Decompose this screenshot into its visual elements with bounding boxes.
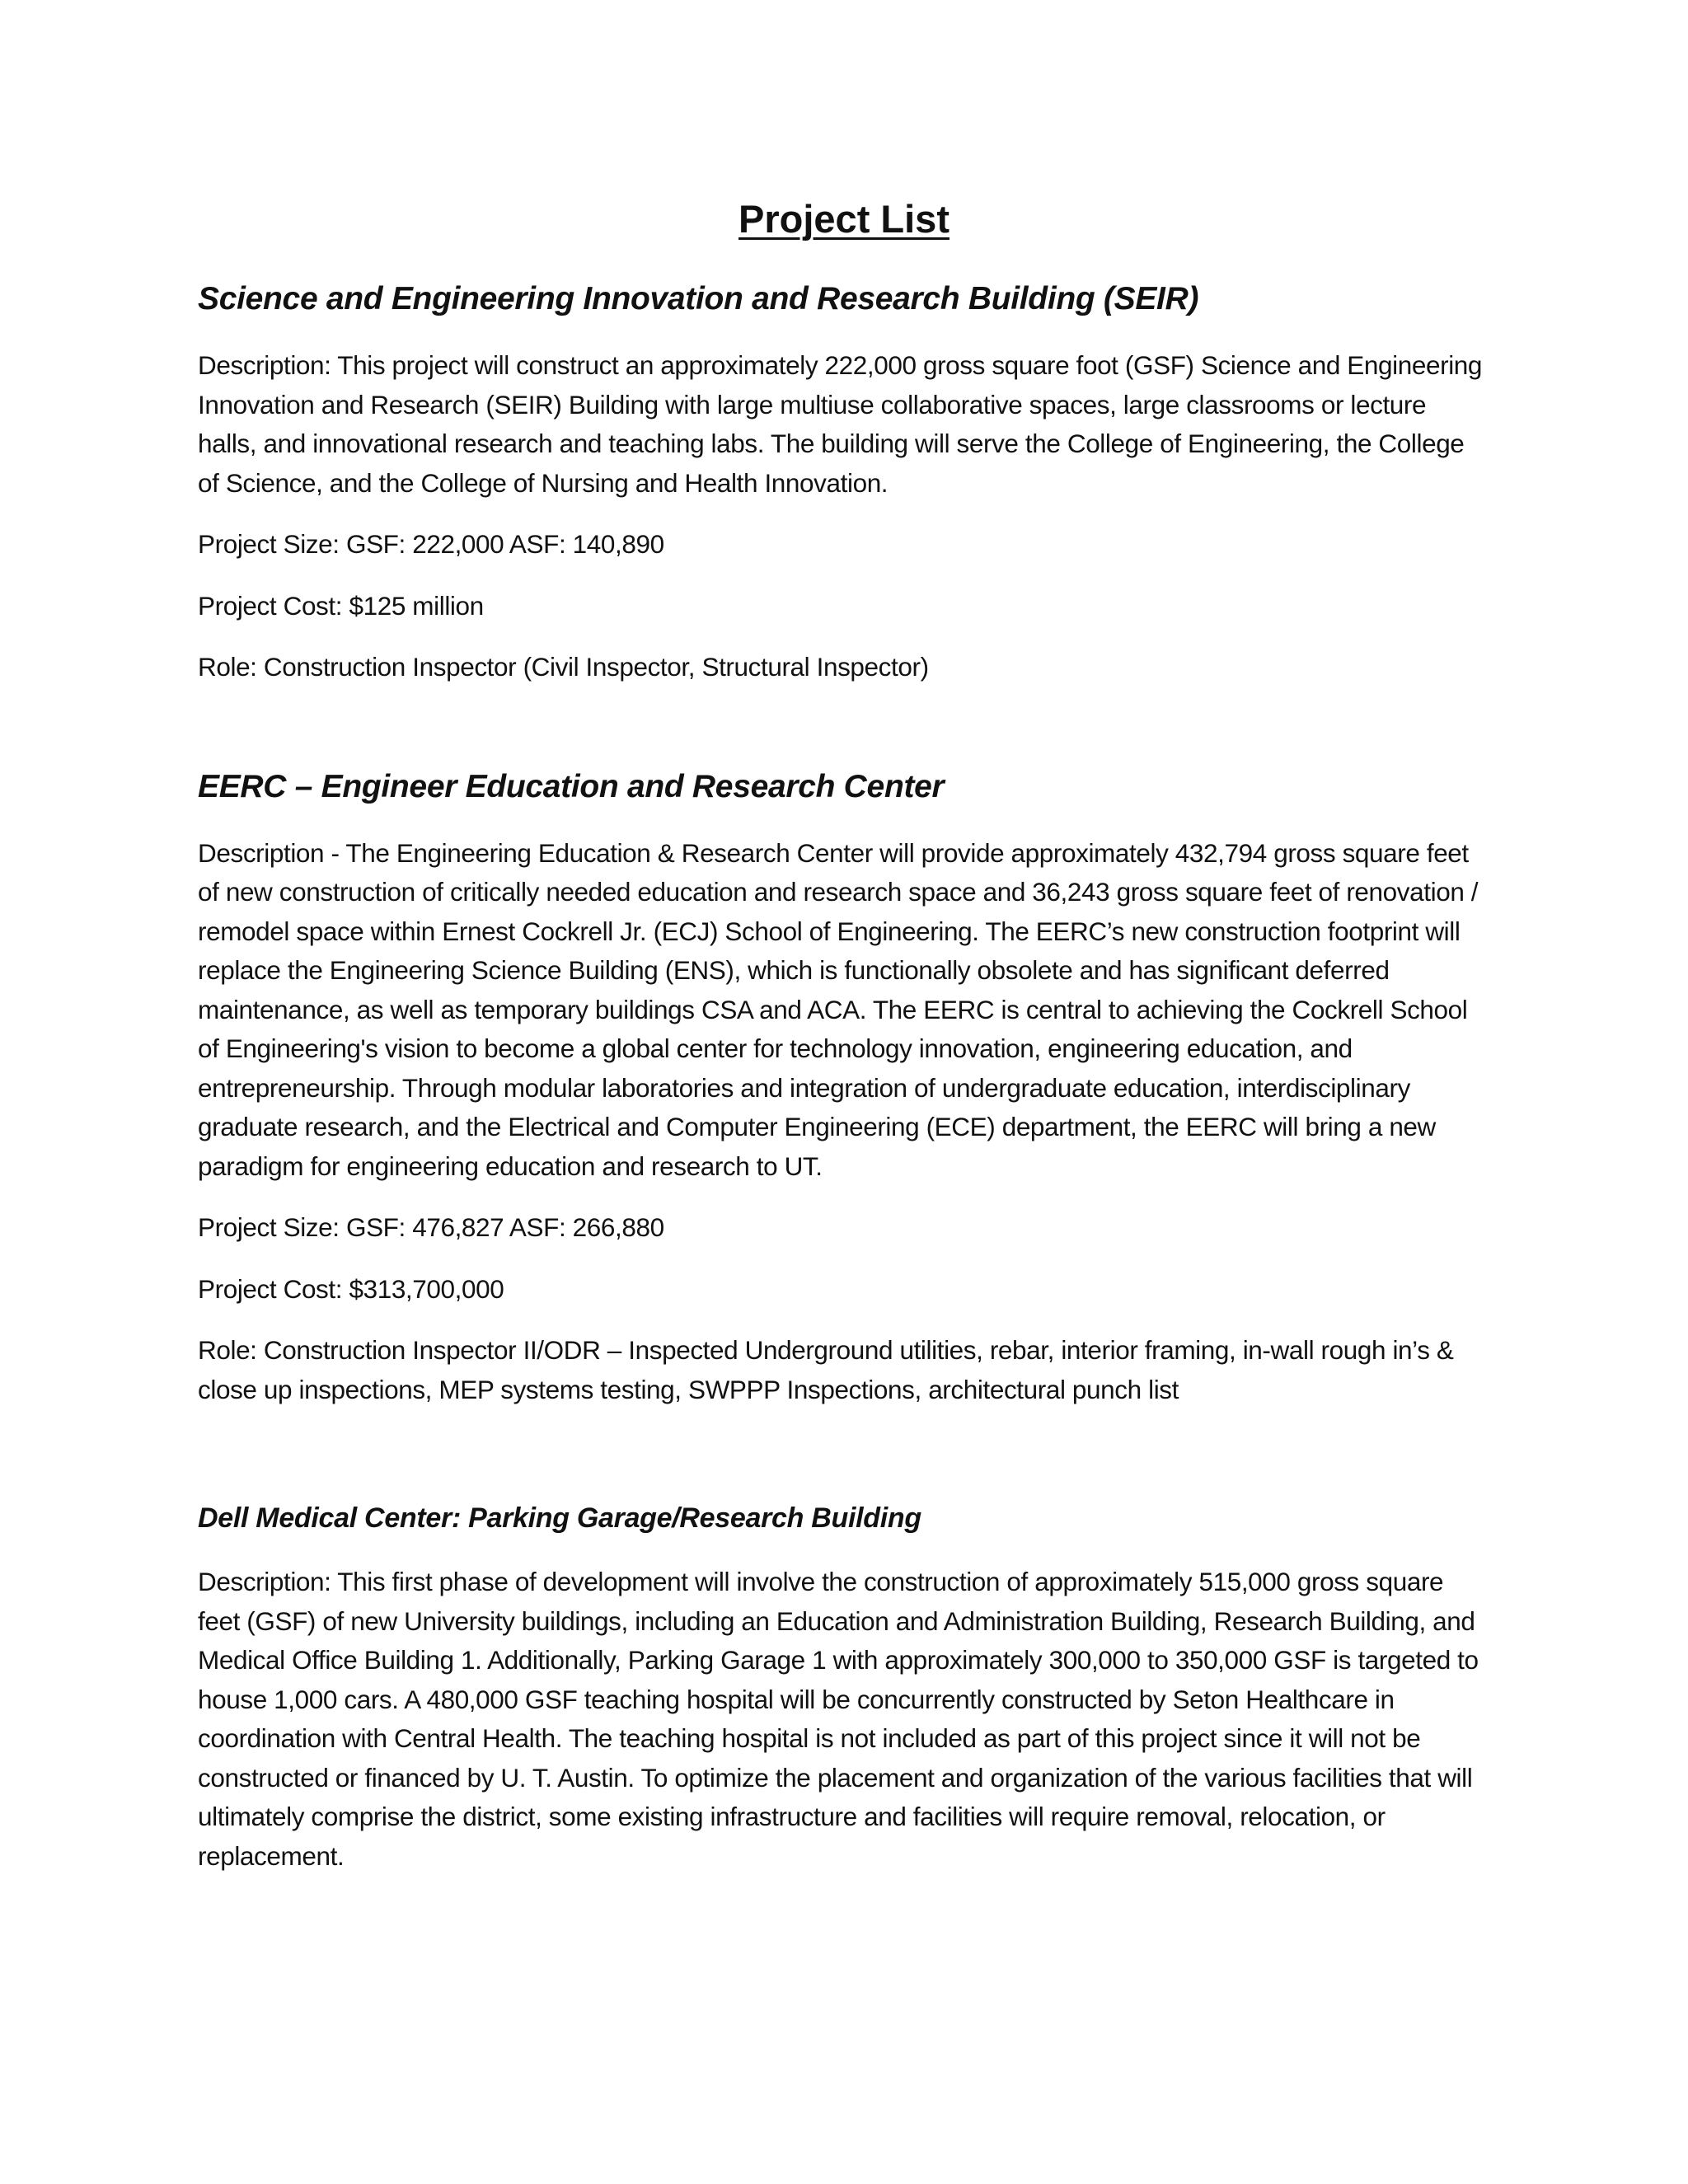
project-description: Description: This first phase of development will involve the construction of approximately 515,000 gross square feet (GSF) of new University buildings, including an Education and Administration Building, Research Building, and Medical Office Building 1. Additionally, Parking Garage 1 with approximately 300,000 to 350,000 GSF is targeted to house 1,000 cars. A 480,000 GSF teaching hospital will be concurrently constructed by Seton Healthcare in coordination with Central Health. The teaching hospital is not included as part of this project since it will not be constructed or financed by U. T. Austin. To optimize the placement and organization of the various facilities that will ultimately comprise the district, some existing infrastructure and facilities will require removal, relocation, or replacement. <box>198 1567 1479 1871</box>
project-cost: Project Cost: $313,700,000 <box>198 1273 504 1304</box>
project-description: Description - The Engineering Education & Research Center will provide approximately 432,794 gross square feet of new construction of critically needed education and research space and 36,243 gross square feet of renovation / remodel space within Ernest Cockrell Jr. (ECJ) School of Engineering. The EERC’s new construction footprint will replace the Engineering Science Building (ENS), which is functionally obsolete and has significant deferred maintenance, as well as temporary buildings CSA and ACA. The EERC is central to achieving the Cockrell School of Engineering's vision to become a global center for technology innovation, engineering education, and entrepreneurship. Through modular laboratories and integration of undergraduate education, interdisciplinary graduate research, and the Electrical and Computer Engineering (ECE) department, the EERC will bring a new paradigm for engineering education and research to UT. <box>198 837 1479 1181</box>
project-role: Role: Construction Inspector (Civil Inspector, Structural Inspector) <box>198 652 929 682</box>
project-eerc <box>198 765 1484 1410</box>
project-list <box>198 277 1484 1876</box>
project-role: Role: Construction Inspector II/ODR – Inspected Underground utilities, rebar, interior framing, in-wall rough in’s & close up inspections, MEP systems testing, SWPPP Inspections, architectural punch list <box>198 1335 1454 1404</box>
project-cost: Project Cost: $125 million <box>198 590 484 621</box>
project-heading: Science and Engineering Innovation and Research Building (SEIR) <box>198 281 1199 316</box>
project-size: Project Size: GSF: 476,827 ASF: 266,880 <box>198 1212 664 1242</box>
project-dell-medical <box>198 1498 1484 1876</box>
project-size: Project Size: GSF: 222,000 ASF: 140,890 <box>198 529 664 559</box>
project-heading: Dell Medical Center: Parking Garage/Research Building <box>198 1502 921 1534</box>
project-heading: EERC – Engineer Education and Research Center <box>198 768 945 804</box>
project-seir <box>198 277 1484 687</box>
section-spacer <box>198 1409 1484 1498</box>
project-description: Description: This project will construct an approximately 222,000 gross square foot (GSF) Science and Engineering Innovation and Research (SEIR) Building with large multiuse collaborative spaces, large classrooms or lecture halls, and innovational research and teaching labs. The building will serve the College of Engineering, the College of Science, and the College of Nursing and Health Innovation. <box>198 350 1483 498</box>
section-spacer <box>198 687 1484 765</box>
page-title: Project List <box>738 197 950 241</box>
